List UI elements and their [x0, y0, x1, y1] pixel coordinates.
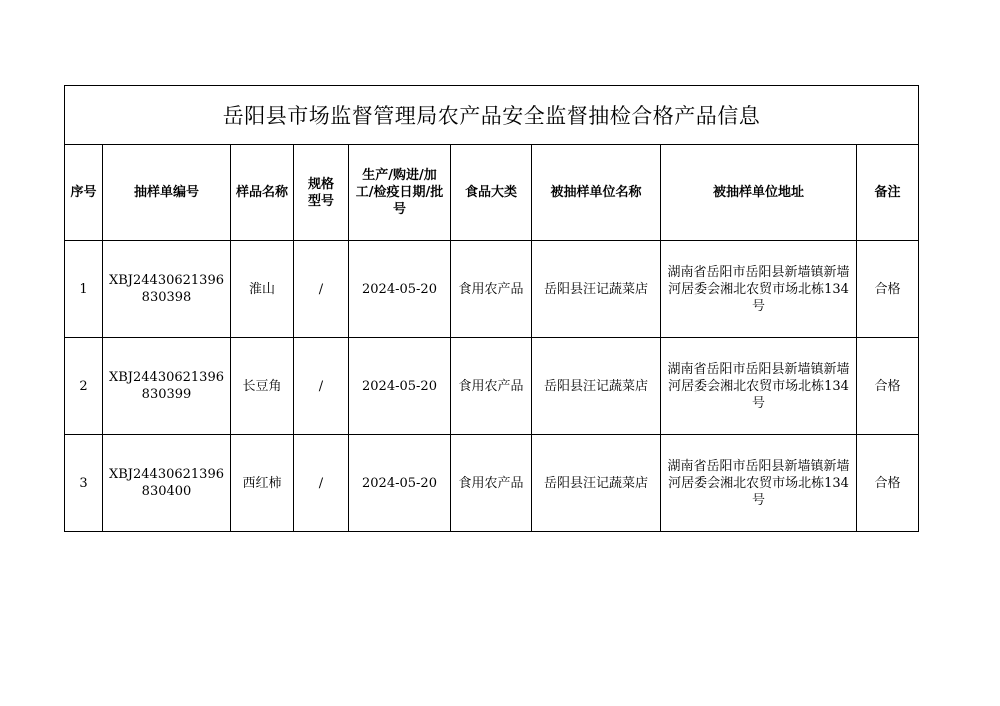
table-row — [65, 435, 919, 532]
cell-category: 食用农产品 — [451, 435, 532, 532]
cell-category: 食用农产品 — [451, 338, 532, 435]
cell-date: 2024-05-20 — [349, 435, 451, 532]
cell-seq: 1 — [65, 241, 103, 338]
header-unit-name: 被抽样单位名称 — [532, 145, 661, 241]
header-date: 生产/购进/加工/检疫日期/批号 — [349, 145, 451, 241]
table-header-row — [65, 145, 919, 241]
header-seq: 序号 — [65, 145, 103, 241]
cell-sample-name: 淮山 — [231, 241, 294, 338]
cell-sample-name: 长豆角 — [231, 338, 294, 435]
table-row — [65, 338, 919, 435]
header-sample-name: 样品名称 — [231, 145, 294, 241]
cell-category: 食用农产品 — [451, 241, 532, 338]
cell-seq: 2 — [65, 338, 103, 435]
page-title: 岳阳县市场监督管理局农产品安全监督抽检合格产品信息 — [65, 86, 919, 145]
cell-spec: / — [294, 435, 349, 532]
cell-sample-no: XBJ24430621396830399 — [103, 338, 231, 435]
cell-spec: / — [294, 241, 349, 338]
cell-sample-name: 西红柿 — [231, 435, 294, 532]
header-sample-no: 抽样单编号 — [103, 145, 231, 241]
header-remark: 备注 — [857, 145, 919, 241]
cell-unit-name: 岳阳县汪记蔬菜店 — [532, 435, 661, 532]
header-unit-address: 被抽样单位地址 — [661, 145, 857, 241]
cell-seq: 3 — [65, 435, 103, 532]
inspection-table — [64, 85, 919, 532]
cell-unit-address: 湖南省岳阳市岳阳县新墙镇新墙河居委会湘北农贸市场北栋134号 — [661, 338, 857, 435]
cell-unit-name: 岳阳县汪记蔬菜店 — [532, 338, 661, 435]
cell-remark: 合格 — [857, 435, 919, 532]
cell-remark: 合格 — [857, 241, 919, 338]
cell-date: 2024-05-20 — [349, 241, 451, 338]
cell-date: 2024-05-20 — [349, 338, 451, 435]
cell-unit-address: 湖南省岳阳市岳阳县新墙镇新墙河居委会湘北农贸市场北栋134号 — [661, 435, 857, 532]
cell-spec: / — [294, 338, 349, 435]
cell-sample-no: XBJ24430621396830400 — [103, 435, 231, 532]
cell-unit-address: 湖南省岳阳市岳阳县新墙镇新墙河居委会湘北农贸市场北栋134号 — [661, 241, 857, 338]
cell-sample-no: XBJ24430621396830398 — [103, 241, 231, 338]
header-spec: 规格型号 — [294, 145, 349, 241]
cell-unit-name: 岳阳县汪记蔬菜店 — [532, 241, 661, 338]
table-row — [65, 241, 919, 338]
cell-remark: 合格 — [857, 338, 919, 435]
header-category: 食品大类 — [451, 145, 532, 241]
